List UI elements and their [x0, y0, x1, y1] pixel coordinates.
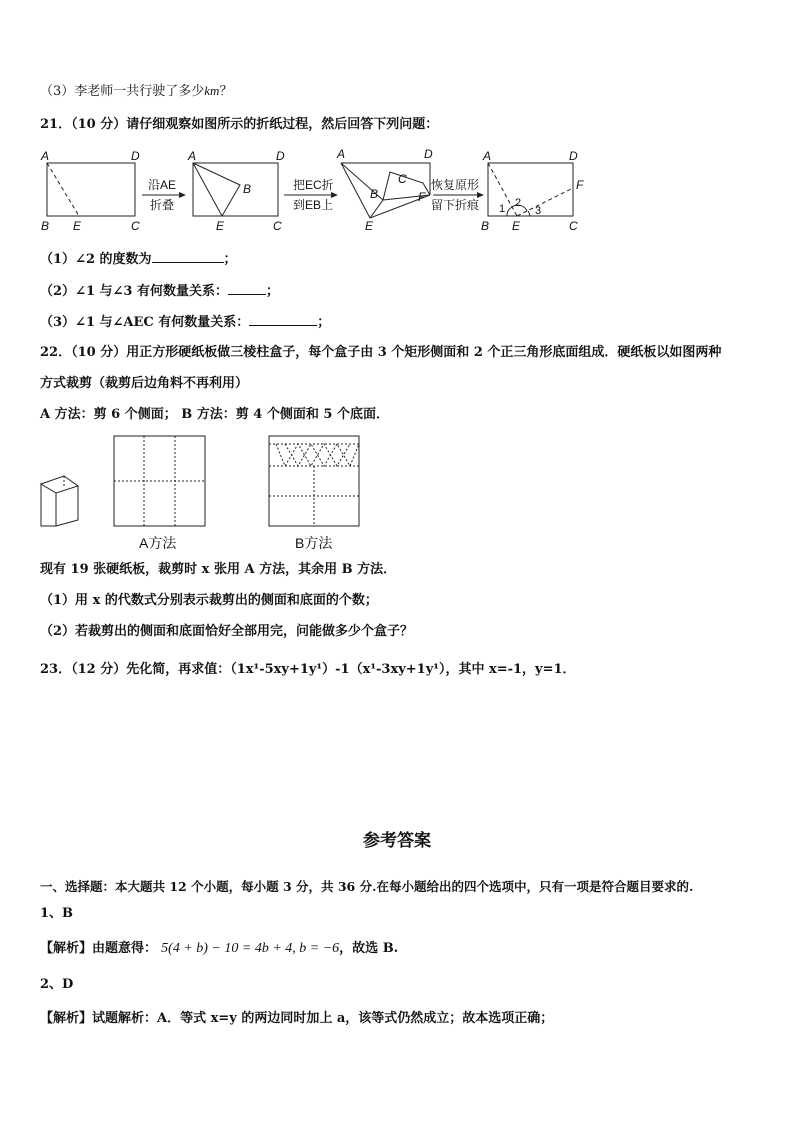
q21-sub1: （1）∠2 的度数为 ； — [40, 252, 237, 267]
fig1-label-c: C — [131, 219, 140, 233]
fig3-label-a: A — [337, 147, 346, 161]
step3-top: 恢复原形 — [431, 178, 480, 192]
fig3-label-d: D — [424, 147, 433, 161]
cutting-diagram — [0, 430, 794, 530]
angle-2-label: 2 — [515, 197, 522, 209]
answer-2-explanation: 【解析】试题解析：A．等式 x=y 的两边同时加上 a，该等式仍然成立；故本选项正确； — [40, 1011, 554, 1026]
fold-rect-2 — [193, 163, 278, 216]
q22-methods: A 方法：剪 6 个侧面； B 方法：剪 4 个侧面和 5 个底面． — [40, 407, 389, 422]
answer-blank-2[interactable] — [228, 282, 266, 295]
q22-line2: 方式裁剪（裁剪后边角料不再利用） — [40, 376, 249, 391]
fig1-label-e: E — [73, 219, 82, 233]
answers-heading: 参考答案 — [363, 831, 431, 851]
answer-blank-3[interactable] — [249, 313, 317, 326]
fig1-label-b: B — [41, 219, 50, 233]
caption-a: A方法 — [139, 535, 177, 551]
fig1-label-d: D — [131, 149, 140, 163]
fig4-label-e: E — [512, 219, 521, 233]
fig3-label-e: E — [365, 219, 374, 233]
q23-text: 23．（12 分）先化简，再求值：（1x¹-5xy+1y¹）-1（x¹-3xy+1y¹），其中 x=-1，y=1． — [40, 662, 576, 677]
q21-sub2: （2）∠1 与∠3 有何数量关系： ； — [40, 284, 279, 299]
fig4-label-b: B — [481, 219, 490, 233]
fold-flap-2 — [193, 163, 240, 216]
q21-sub3: （3）∠1 与∠AEC 有何数量关系： ； — [40, 315, 331, 330]
prism-icon — [41, 476, 78, 526]
fold-crease-1 — [47, 163, 79, 216]
angle-3-label: 3 — [535, 205, 542, 217]
answer-1-explanation: 【解析】由题意得： 5(4 + b) − 10 = 4b + 4, b = −6，故选 B. — [40, 941, 399, 956]
step1-bottom: 折叠 — [150, 198, 175, 212]
angle-1-label: 1 — [499, 203, 506, 215]
fig2-label-e: E — [216, 219, 225, 233]
fold-rect-1 — [47, 163, 135, 216]
fig3-label-c: C — [398, 172, 407, 186]
answer-2: 2、D — [40, 977, 74, 992]
answer-blank-1[interactable] — [152, 250, 224, 263]
fig3-label-b: B — [370, 187, 379, 201]
q22-line1: 22．（10 分）用正方形硬纸板做三棱柱盒子，每个盒子由 3 个矩形侧面和 2 个正三角形底面组成．硬纸板以如图两种 — [40, 345, 722, 360]
fig4-label-c: C — [569, 219, 578, 233]
step1-top: 沿AE — [148, 178, 177, 192]
q22-sub2: （2）若裁剪出的侧面和底面恰好全部用完，问能做多少个盒子？ — [40, 624, 414, 639]
step2-top: 把EC折 — [293, 178, 334, 192]
fig4-label-d: D — [569, 149, 578, 163]
q20-sub3: （3）李老师一共行驶了多少km？ — [40, 83, 233, 99]
fig2-label-b: B — [243, 182, 252, 196]
crease-ef — [517, 188, 573, 216]
fig4-label-f: F — [576, 178, 584, 192]
fig2-label-d: D — [276, 149, 285, 163]
q22-line3: 现有 19 张硬纸板，裁剪时 x 张用 A 方法，其余用 B 方法． — [40, 562, 397, 577]
step3-bottom: 留下折痕 — [431, 198, 480, 212]
formula: 5(4 + b) − 10 = 4b + 4, b = −6 — [161, 941, 340, 956]
fig1-label-a: A — [41, 149, 50, 163]
fig2-label-c: C — [273, 219, 282, 233]
step2-bottom: 到EB上 — [293, 198, 334, 212]
fig3-label-f: F — [418, 190, 426, 204]
fig2-label-a: A — [188, 149, 197, 163]
caption-b: B方法 — [295, 535, 333, 551]
fig4-label-a: A — [483, 149, 492, 163]
answer-1: 1、B — [40, 906, 74, 921]
q22-sub1: （1）用 x 的代数式分别表示裁剪出的侧面和底面的个数； — [40, 593, 378, 608]
folding-diagram — [0, 145, 794, 245]
answers-section1: 一、选择题：本大题共 12 个小题，每小题 3 分，共 36 分.在每小题给出的四个选项中，只有一项是符合题目要求的. — [40, 879, 694, 894]
q21-title: 21．（10 分）请仔细观察如图所示的折纸过程，然后回答下列问题： — [40, 117, 439, 132]
